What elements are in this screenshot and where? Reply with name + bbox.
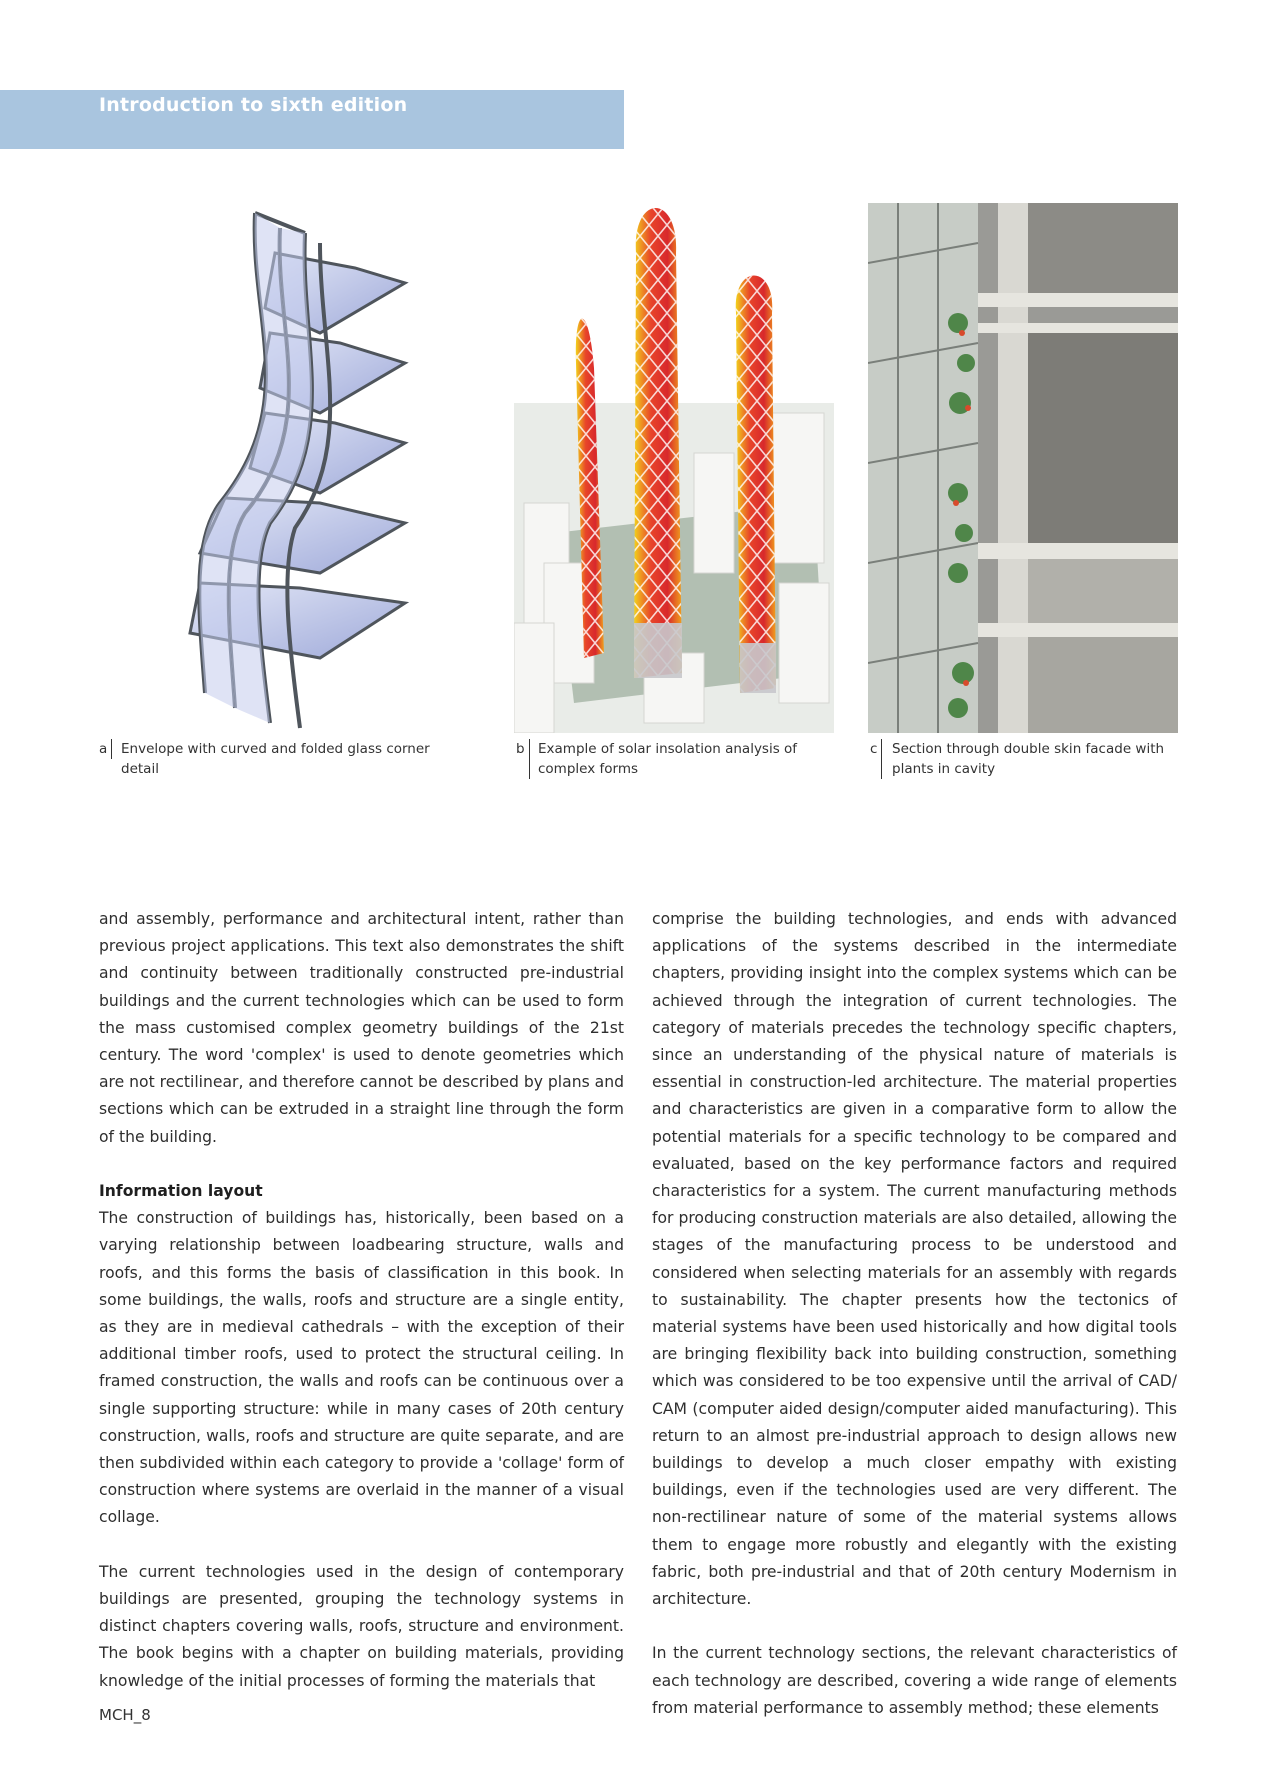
page-number: MCH_8 [99, 1706, 151, 1724]
double-skin-facade-illustration [868, 203, 1178, 733]
section-subheading: Information layout [99, 1182, 263, 1201]
figure-caption-b [516, 739, 836, 779]
caption-letter: c [870, 739, 882, 779]
body-paragraph: comprise the building technologies, and ends with advanced applications of the systems described in the intermediate chapters, providing insight into the complex systems which can be achieved through the integration of current technologies. The category of materials precedes the technology specific chapters, since an understanding of the physical nature of materials is essential in construction-led architecture. The material properties and characteristics are given in a comparative form to allow the potential materials for a specific technology to be compared and evaluated, based on the key performance factors and required characteristics for a system. The current manufacturing methods for producing construction materials are also detailed, allowing the stages of the manufacturing process to be understood and considered when selecting materials for an assembly with regards to sustainability. The chapter presents how the tectonics of material systems have been used historically and how digital tools are bringing flexibility back into building construction, something which was considered to be too expensive until the arrival of CAD/ CAM (computer aided design/computer aided manufacturing). This return to an almost pre-industrial approach to design allows new buildings to develop a much closer empathy with existing buildings, even if the technologies used are very different. The non-rectilinear nature of some of the material systems allows them to engage more robustly and elegantly with the existing fabric, both pre-industrial and that of 20th century Modernism in architecture. [652, 910, 1177, 1609]
body-paragraph: In the current technology sections, the relevant characteristics of each technology are described, covering a wide range of elements from material performance to assembly method; these elements [652, 1644, 1177, 1717]
glass-envelope-illustration [180, 203, 420, 733]
body-paragraph: The current technologies used in the design of contemporary buildings are presented, grouping the technology systems in distinct chapters covering walls, roofs, structure and environment. The book begins with a chapter on building materials, providing knowledge of the initial processes of forming the materials that [99, 1562, 624, 1690]
solar-insolation-illustration [514, 203, 834, 733]
figure-caption-c [870, 739, 1190, 779]
left-text-column [99, 906, 624, 1695]
caption-letter: a [99, 739, 112, 759]
body-paragraph: and assembly, performance and architectural intent, rather than previous project applications. This text also demonstrates the shift and continuity between traditionally constructed pre-industrial buildings and the current technologies which can be used to form the mass customised complex geometry buildings of the 21st century. The word 'complex' is used to denote geometries which are not rectilinear, and therefore cannot be described by plans and sections which can be extruded in a straight line through the form of the building. [99, 910, 624, 1146]
caption-letter: b [516, 739, 530, 779]
caption-text: Envelope with curved and folded glass corner detail [121, 741, 430, 777]
caption-text: Section through double skin facade with plants in cavity [892, 741, 1165, 777]
figure-caption-a [99, 739, 449, 779]
right-text-column [652, 906, 1177, 1722]
page-title: Introduction to sixth edition [99, 94, 408, 116]
body-paragraph: The construction of buildings has, historically, been based on a varying relationship between loadbearing structure, walls and roofs, and this forms the basis of classification in this book. In some buildings, the walls, roofs and structure are a single entity, as they are in medieval cathedrals – with the exception of their additional timber roofs, used to protect the structural ceiling. In framed construction, the walls and roofs can be continuous over a single supporting structure: while in many cases of 20th century construction, walls, roofs and structure are quite separate, and are then subdivided within each category to provide a 'collage' form of construction where systems are overlaid in the manner of a visual collage. [99, 1209, 624, 1527]
caption-text: Example of solar insolation analysis of complex forms [538, 741, 798, 777]
